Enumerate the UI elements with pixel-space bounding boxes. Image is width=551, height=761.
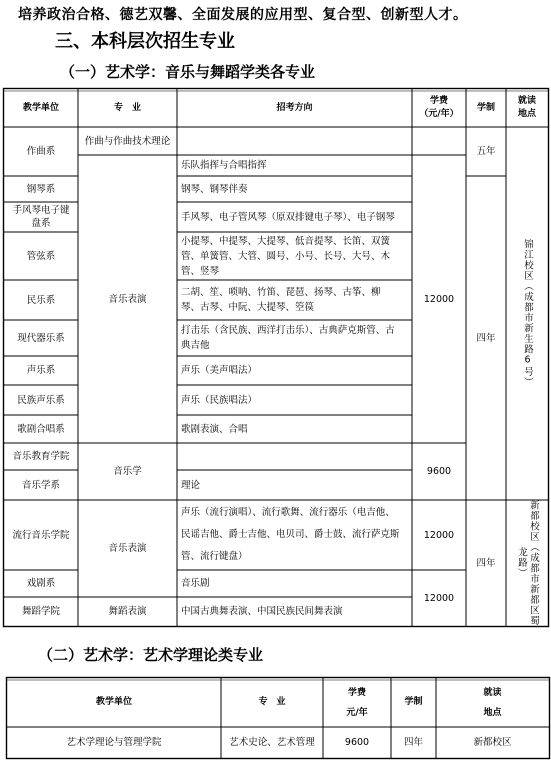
major-cell: 作曲与作曲技术理论 <box>84 135 171 147</box>
t2-header-fee-line2: 元/年 <box>346 707 368 718</box>
t2-header-duration: 学制 <box>404 697 423 707</box>
unit-cell: 钢琴系 <box>26 183 56 195</box>
unit-cell: 歌剧合唱系 <box>17 423 65 435</box>
t2-location-cell: 新都校区 <box>473 737 512 748</box>
direction-cell: 钢琴、钢琴伴奏 <box>181 183 248 195</box>
header-location <box>506 89 548 127</box>
subsection-title-music-dance: （一）艺术学：音乐与舞蹈学类各专业 <box>60 63 316 81</box>
t2-fee-cell: 9600 <box>344 737 370 748</box>
t2-unit-cell: 艺术学理论与管理学院 <box>66 737 162 748</box>
section-title: 三、本科层次招生专业 <box>55 31 235 52</box>
header-fee-line2: （元/年） <box>419 109 459 119</box>
direction-cell: 音乐剧 <box>181 578 210 589</box>
unit-cell: 音乐学系 <box>21 479 60 491</box>
t2-header-fee-line1: 学费 <box>347 687 366 698</box>
t2-header-major: 专 业 <box>258 697 286 707</box>
fee-cell: 12000 <box>423 529 455 541</box>
direction-cell: 打击乐（含民族、西洋打击乐）、古典萨克斯管、古典吉他 <box>181 325 395 351</box>
major-cell: 音乐表演 <box>108 543 147 554</box>
location-text: 锦江校区（成都市新生路6号） <box>522 239 533 388</box>
fee-cell: 9600 <box>426 466 452 477</box>
major-cell: 音乐表演 <box>108 293 147 305</box>
header-unit: 教学单位 <box>22 102 59 113</box>
unit-cell: 民乐系 <box>26 294 56 306</box>
direction-cell: 理论 <box>181 479 201 491</box>
t2-header-location-line1: 就读 <box>483 687 502 698</box>
direction-cell: 二胡、笙、唢呐、竹笛、琵琶、扬琴、古筝、柳琴、古琴、中阮、大提琴、箜篌 <box>181 287 381 313</box>
direction-cell: 小提琴、中提琴、大提琴、低音提琴、长笛、双簧管、单簧管、大管、圆号、小号、长号、大号、木管、竖琴 <box>181 235 391 277</box>
unit-cell: 现代器乐系 <box>17 332 65 344</box>
header-major: 专 业 <box>113 102 141 113</box>
direction-cell: 手风琴、电子管风琴（原双排键电子琴）、电子钢琴 <box>181 211 395 223</box>
fee-cell: 12000 <box>423 293 455 305</box>
unit-cell: 民族声乐系 <box>17 394 65 406</box>
duration-cell: 五年 <box>476 146 496 157</box>
direction-cell: 声乐（流行演唱）、流行歌舞、流行器乐（电吉他、民谣吉他、爵士吉他、电贝司、爵士鼓、流行萨克斯管、流行键盘） <box>181 507 400 562</box>
header-fee-line1: 学费 <box>429 96 448 106</box>
direction-cell: 乐队指挥与合唱指挥 <box>181 160 267 171</box>
duration-cell: 四年 <box>476 332 496 344</box>
t2-header-fee <box>323 678 391 727</box>
unit-cell: 舞蹈学院 <box>21 606 60 617</box>
direction-cell: 歌剧表演、合唱 <box>181 423 248 435</box>
header-location-line2: 地点 <box>517 109 536 119</box>
t2-header-unit: 教学单位 <box>95 697 132 707</box>
direction-cell: 声乐（民族唱法） <box>181 394 258 406</box>
location-text: 新都校区（成都市新都区蜀龙路） <box>516 500 539 626</box>
header-direction: 招考方向 <box>276 102 313 113</box>
unit-cell: 管弦系 <box>26 250 56 262</box>
header-duration: 学制 <box>476 102 495 113</box>
t2-major-cell: 艺术史论、艺术管理 <box>229 737 315 748</box>
unit-cell: 声乐系 <box>26 365 56 376</box>
t2-duration-cell: 四年 <box>403 737 423 748</box>
t2-header-location <box>436 678 549 727</box>
subsection-title-art-theory: （二）艺术学：艺术学理论类专业 <box>38 646 264 664</box>
location-cell-jinjiang <box>506 127 548 500</box>
unit-cell: 戏剧系 <box>26 578 56 589</box>
unit-cell: 音乐教育学院 <box>12 451 70 462</box>
fee-cell: 12000 <box>423 592 455 604</box>
duration-cell: 四年 <box>476 557 496 569</box>
header-fee <box>412 89 466 127</box>
major-cell: 舞蹈表演 <box>108 606 147 617</box>
direction-cell: 声乐（美声唱法） <box>181 365 258 376</box>
t2-header-location-line2: 地点 <box>483 707 502 718</box>
direction-cell: 中国古典舞表演、中国民族民间舞表演 <box>181 606 343 617</box>
location-cell-xindu <box>506 500 548 626</box>
header-location-line1: 就读 <box>517 96 536 106</box>
major-cell: 音乐学 <box>113 466 142 477</box>
intro-line: 培养政治合格、德艺双馨、全面发展的应用型、复合型、创新型人才。 <box>18 7 468 23</box>
unit-cell: 作曲系 <box>26 146 56 157</box>
unit-cell: 手风琴电子键盘系 <box>12 205 70 229</box>
unit-cell: 流行音乐学院 <box>12 529 70 541</box>
